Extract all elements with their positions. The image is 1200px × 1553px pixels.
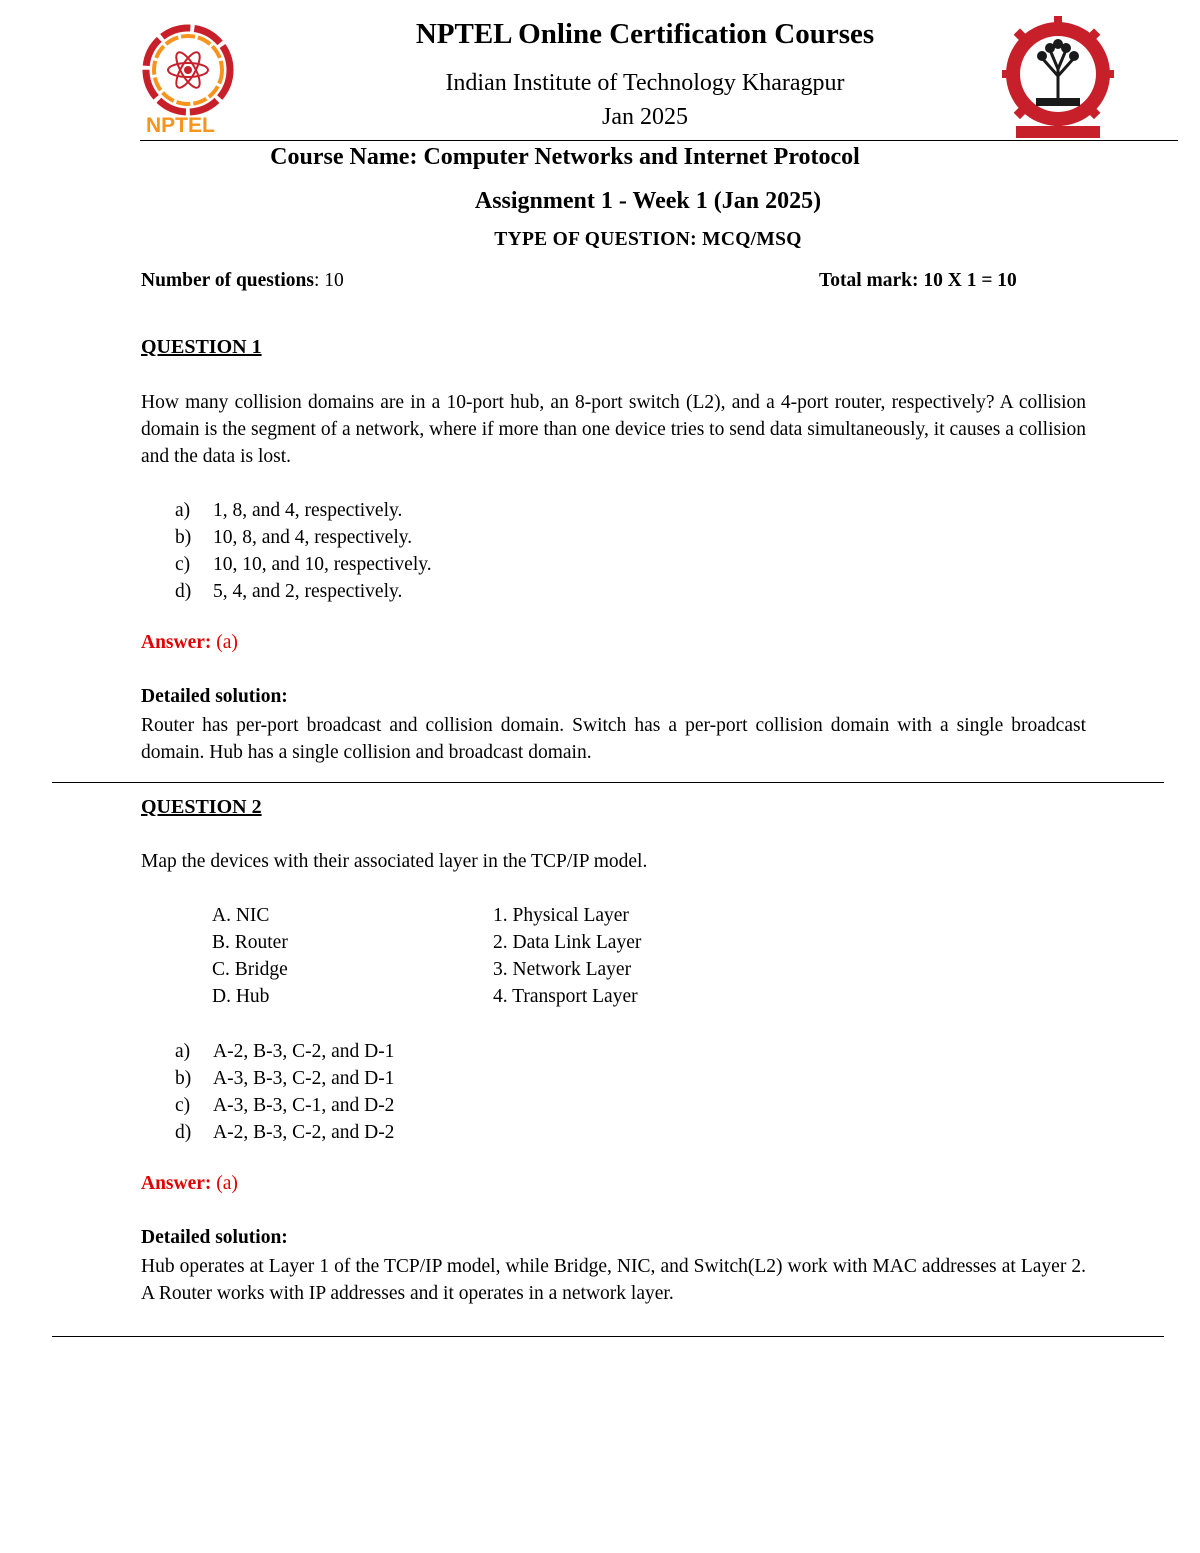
question-1-heading: QUESTION 1 [141,336,262,358]
question-1-solution-label: Detailed solution: [141,686,288,707]
layer-item: 4. Transport Layer [493,986,638,1007]
layer-list [493,902,641,1010]
question-1-solution: Router has per-port broadcast and collision domain. Switch has a per-port collision domain with a single broadcast domain. Hub has a single collision and broadcast domain. [141,715,1086,763]
question-2-answer [141,1173,238,1195]
option-b: b) A-3, B-3, C-2, and D-1 [175,1068,395,1089]
section-divider [52,782,1164,783]
section-divider [52,1336,1164,1337]
total-mark: Total mark: 10 X 1 = 10 [819,270,1017,291]
device-item: B. Router [212,932,288,953]
iit-logo [1002,14,1114,140]
option-c: c) 10, 10, and 10, respectively. [175,554,432,575]
layer-item: 2. Data Link Layer [493,932,642,953]
option-a: a) A-2, B-3, C-2, and D-1 [175,1041,395,1062]
option-c: c) A-3, B-3, C-1, and D-2 [175,1095,395,1116]
option-b: b) 10, 8, and 4, respectively. [175,527,413,548]
question-1-answer [141,632,238,654]
layer-item: 1. Physical Layer [493,905,629,926]
option-d: d) A-2, B-3, C-2, and D-2 [175,1122,395,1143]
assignment-title: Assignment 1 - Week 1 (Jan 2025) [474,188,822,214]
answer-value: (a) [211,632,238,653]
header-date: Jan 2025 [602,104,688,130]
number-of-questions-label: Number of questions [141,270,314,291]
question-2-options [175,1038,394,1146]
course-name: Course Name: Computer Networks and Internet Protocol [270,144,860,170]
page-title: NPTEL Online Certification Courses [415,18,875,50]
device-item: C. Bridge [212,959,288,980]
answer-label: Answer: [141,632,212,653]
question-1-text: How many collision domains are in a 10-port hub, an 8-port switch (L2), and a 4-port router, respectively? A collision domain is the segment of a network, where if more than one device tries to send data simultaneously, it causes a collision and the data is lost. [141,392,1086,467]
question-type: TYPE OF QUESTION: MCQ/MSQ [494,229,802,250]
layer-item: 3. Network Layer [493,959,632,980]
answer-value: (a) [211,1173,238,1194]
question-1-options [175,497,432,605]
question-2-text: Map the devices with their associated layer in the TCP/IP model. [141,851,648,872]
number-of-questions-value: : 10 [314,270,344,291]
question-2-solution-label: Detailed solution: [141,1227,288,1248]
question-2-heading: QUESTION 2 [141,796,262,818]
institute-name: Indian Institute of Technology Kharagpur [445,70,845,96]
device-item: A. NIC [212,905,270,926]
option-a: a) 1, 8, and 4, respectively. [175,500,403,521]
header-divider [140,140,1178,141]
number-of-questions [141,270,344,292]
iit-kharagpur-seal-icon [1002,14,1114,140]
device-item: D. Hub [212,986,270,1007]
nptel-logo-text: NPTEL [146,114,215,136]
option-d: d) 5, 4, and 2, respectively. [175,581,403,602]
answer-label: Answer: [141,1173,212,1194]
device-list [212,902,288,1010]
question-2-solution: Hub operates at Layer 1 of the TCP/IP model, while Bridge, NIC, and Switch(L2) work with MAC addresses at Layer 2. A Router works with IP addresses and it operates in a network layer. [141,1256,1086,1304]
